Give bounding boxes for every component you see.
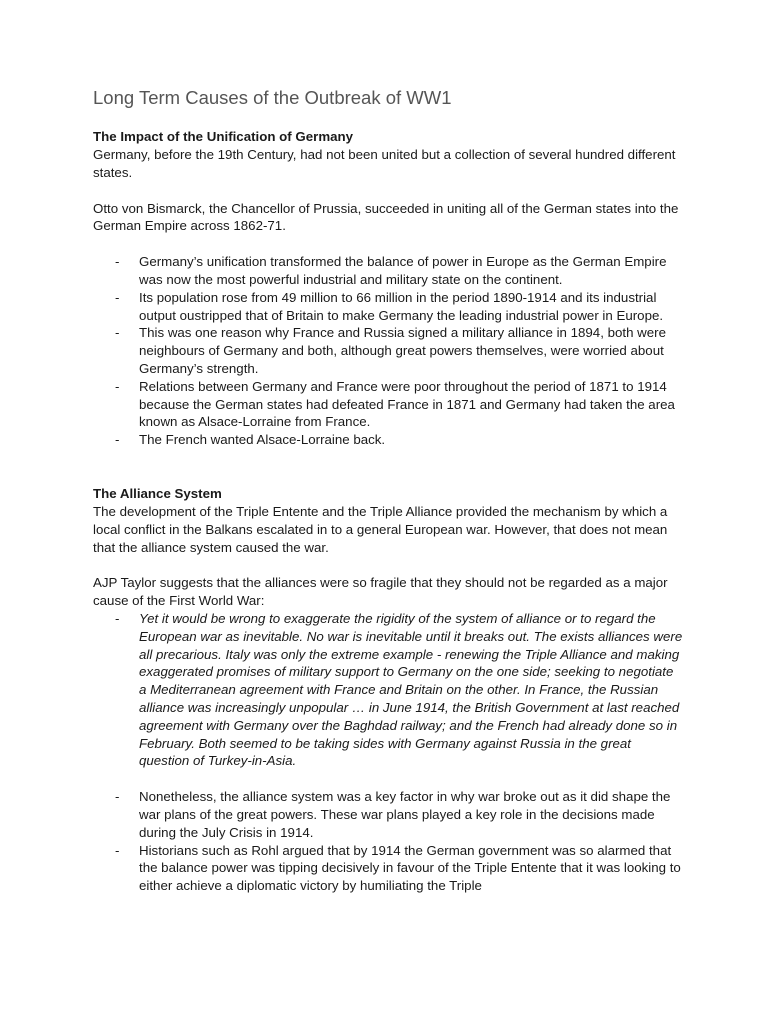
- list-item-text: Germany’s unification transformed the balance of power in Europe as the German Empire was now the most powerful industrial and military state on the continent.: [139, 254, 667, 287]
- list-item: [93, 324, 683, 377]
- list-item-text: This was one reason why France and Russia signed a military alliance in 1894, both were neighbours of Germany and both, although great powers themselves, were worried about Germany’s strength.: [139, 325, 666, 376]
- bullet-list-alliance-analysis: [93, 788, 683, 895]
- dash-marker: -: [115, 432, 120, 448]
- section-heading-alliance-system: The Alliance System: [93, 485, 222, 501]
- list-item-text: Historians such as Rohl argued that by 1914 the German government was so alarmed that the balance power was tipping decisively in favour of the Triple Entente that it was looking to either achieve a diplomatic victory by humiliating the Triple: [139, 842, 681, 894]
- paragraph: AJP Taylor suggests that the alliances were so fragile that they should not be regarded as a major cause of the First World War:: [93, 575, 668, 609]
- list-item-text: Its population rose from 49 million to 66 million in the period 1890-1914 and its industrial output oustripped that of Britain to make Germany the leading industrial power in Europe.: [139, 289, 664, 323]
- dash-marker: -: [115, 378, 120, 394]
- list-item-text: Relations between Germany and France were poor throughout the period of 1871 to 1914 because the German states had defeated France in 1871 and Germany had taken the area known as Alsace-Lorraine from France.: [139, 378, 675, 430]
- document-page: [93, 86, 683, 895]
- document-title: Long Term Causes of the Outbreak of WW1: [93, 87, 452, 108]
- dash-marker: -: [115, 610, 120, 626]
- section-heading-unification: The Impact of the Unification of Germany: [93, 129, 354, 144]
- paragraph: The development of the Triple Entente and the Triple Alliance provided the mechanism by which a local conflict in the Balkans escalated in to a general European war. However, that does not mean that the alliance system caused the war.: [93, 503, 668, 555]
- dash-marker: -: [115, 842, 120, 858]
- list-item: [93, 289, 683, 325]
- bullet-list-alliance: [93, 610, 683, 770]
- list-item-text: The French wanted Alsace-Lorraine back.: [139, 432, 386, 448]
- list-item: [93, 378, 683, 431]
- dash-marker: -: [115, 789, 120, 805]
- dash-marker: -: [115, 289, 120, 305]
- list-item: [93, 431, 683, 449]
- dash-marker: -: [115, 325, 120, 341]
- quote-item: [93, 610, 683, 770]
- paragraph: Otto von Bismarck, the Chancellor of Prussia, succeeded in uniting all of the German states into the German Empire across 1862-71.: [93, 200, 679, 234]
- list-item: [93, 253, 683, 289]
- list-item: [93, 788, 683, 841]
- dash-marker: -: [115, 254, 120, 270]
- list-item-text: Nonetheless, the alliance system was a key factor in why war broke out as it did shape the war plans of the great powers. These war plans played a key role in the decisions made during the July Crisis in 1914.: [139, 789, 671, 840]
- list-item: [93, 842, 683, 895]
- paragraph: Germany, before the 19th Century, had not been united but a collection of several hundred different states.: [93, 147, 676, 180]
- taylor-quote: Yet it would be wrong to exaggerate the rigidity of the system of alliance or to regard the European war as inevitable. No war is inevitable until it breaks out. The exists alliances were all precarious. Italy was only the extreme example - renewing the Triple Alliance and making exaggerated promises of military support to Germany on the one side; seeking to negotiate a Mediterranean agreement with France and Britain on the other. In France, the Russian alliance was increasingly unpopular … in June 1914, the British Government at last reached agreement with Germany over the Baghdad railway; and the French had already done so in February. Both seemed to be taking sides with Germany against Russia in the great question of Turkey-in-Asia.: [139, 610, 683, 769]
- bullet-list-unification: [93, 253, 683, 449]
